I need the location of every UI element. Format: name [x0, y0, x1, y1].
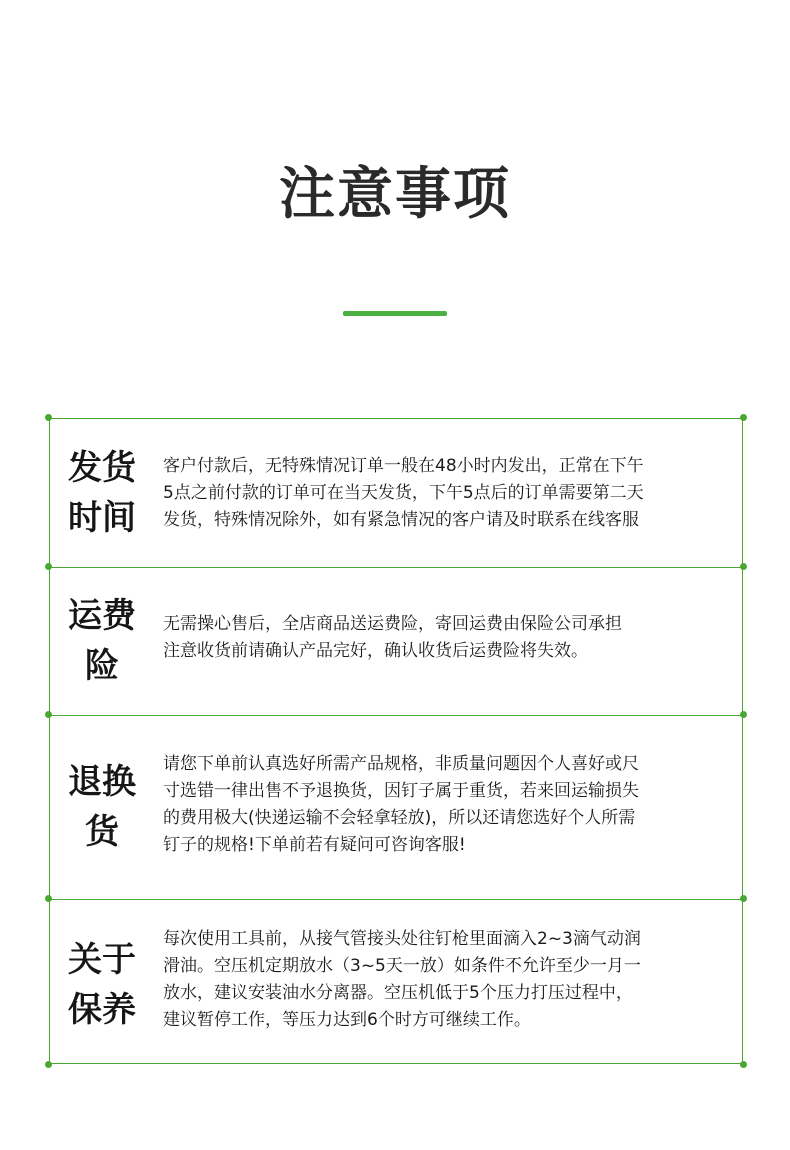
row-heading-line: 货	[85, 812, 119, 852]
divider-dot	[740, 895, 747, 902]
divider-dot	[45, 563, 52, 570]
description-line: 客户付款后，无特殊情况订单一般在48小时内发出，正常在下午	[163, 456, 644, 476]
notice-row-shipping-time	[50, 419, 742, 567]
row-heading-line: 关于	[68, 940, 136, 980]
row-heading-line: 险	[85, 646, 119, 686]
row-heading	[50, 591, 154, 691]
notice-row-returns	[50, 715, 742, 899]
row-description	[163, 926, 733, 1034]
description-line: 发货，特殊情况除外，如有紧急情况的客户请及时联系在线客服	[163, 510, 639, 530]
notice-row-shipping-insurance	[50, 567, 742, 715]
description-line: 每次使用工具前，从接气管接头处往钉枪里面滴入2~3滴气动润	[163, 929, 641, 949]
page-title: 注意事项	[279, 162, 511, 227]
row-heading-line: 退换	[68, 762, 136, 802]
row-heading	[50, 757, 154, 857]
description-line: 寸选错一律出售不予退换货，因钉子属于重货，若来回运输损失	[163, 781, 639, 801]
row-heading-line: 发货	[68, 448, 136, 488]
corner-dot	[740, 1061, 747, 1068]
corner-dot	[45, 414, 52, 421]
corner-dot	[740, 414, 747, 421]
notice-row-maintenance	[50, 899, 742, 1065]
row-description	[163, 751, 733, 859]
divider-dot	[45, 895, 52, 902]
description-line: 请您下单前认真选好所需产品规格，非质量问题因个人喜好或尺	[163, 754, 639, 774]
description-line: 无需操心售后，全店商品送运费险，寄回运费由保险公司承担	[163, 614, 622, 634]
corner-dot	[45, 1061, 52, 1068]
divider-dot	[45, 711, 52, 718]
row-description	[163, 611, 733, 665]
row-description	[163, 453, 733, 534]
row-heading-line: 保养	[68, 990, 136, 1030]
divider-dot	[740, 711, 747, 718]
title-underline	[343, 311, 447, 316]
row-heading-line: 运费	[68, 596, 136, 636]
divider-dot	[740, 563, 747, 570]
description-line: 钉子的规格!下单前若有疑问可咨询客服!	[163, 835, 466, 855]
description-line: 注意收货前请确认产品完好，确认收货后运费险将失效。	[163, 641, 588, 661]
description-line: 放水，建议安装油水分离器。空压机低于5个压力打压过程中，	[163, 983, 633, 1003]
notice-table	[49, 418, 743, 1064]
row-heading	[50, 443, 154, 543]
row-heading	[50, 935, 154, 1035]
description-line: 建议暂停工作，等压力达到6个时方可继续工作。	[163, 1010, 531, 1030]
row-heading-line: 时间	[68, 498, 136, 538]
description-line: 的费用极大(快递运输不会轻拿轻放)，所以还请您选好个人所需	[163, 808, 636, 828]
description-line: 滑油。空压机定期放水（3~5天一放）如条件不允许至少一月一	[163, 956, 641, 976]
description-line: 5点之前付款的订单可在当天发货，下午5点后的订单需要第二天	[163, 483, 644, 503]
